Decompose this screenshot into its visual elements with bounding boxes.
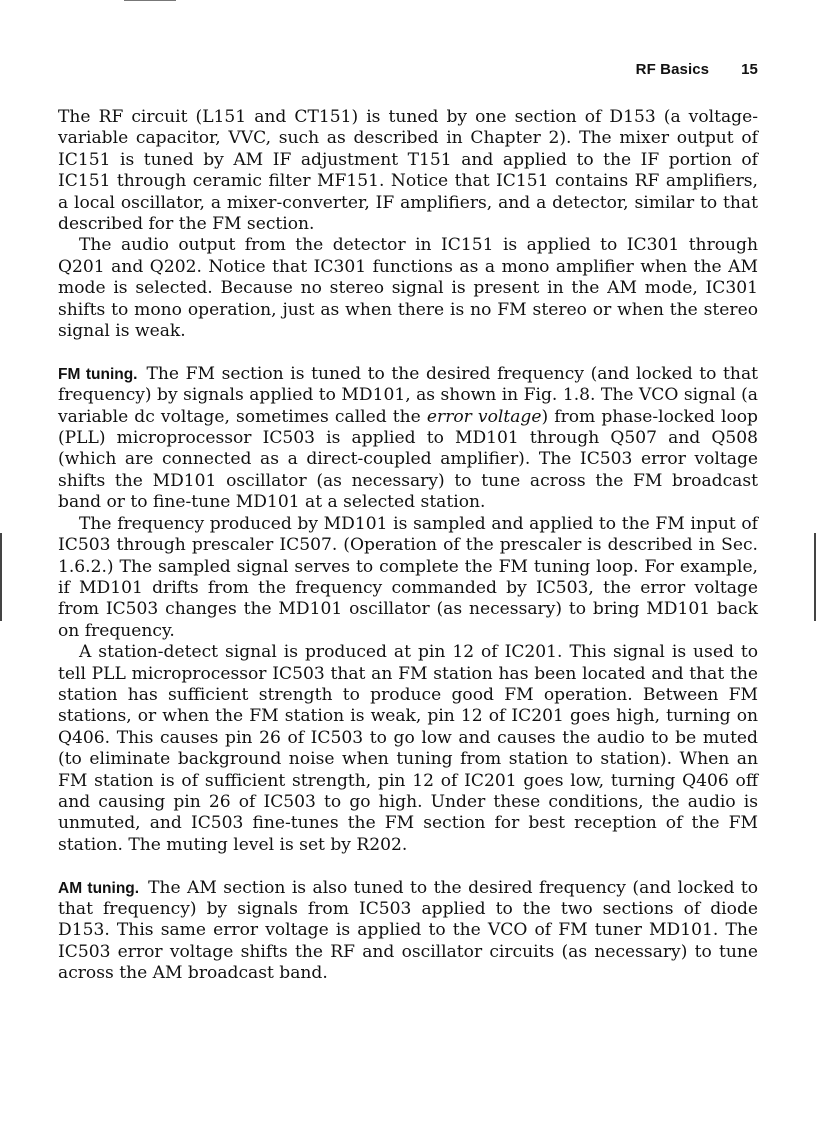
body-text xyxy=(58,107,758,985)
paragraph-am-rf-circuit: The RF circuit (L151 and CT151) is tuned by one section of D153 (a voltage-variable capacitor, VVC, such as described in Chapter 2). The mixer output of IC151 is tuned by AM IF adjustment T151 and applied to the IF portion of IC151 through ceramic filter MF151. Notice that IC151 contains RF amplifiers, a local oscillator, a mixer-converter, IF amplifiers, and a detector, similar to that described for the FM section. xyxy=(58,107,758,235)
fm-tuning-heading: FM tuning. xyxy=(58,365,138,383)
page-number: 15 xyxy=(741,61,758,78)
left-margin-mark xyxy=(0,533,2,621)
am-tuning-heading: AM tuning. xyxy=(58,879,140,897)
top-crop-rule xyxy=(124,0,176,1)
running-head xyxy=(636,61,758,78)
section-fm-tuning xyxy=(58,364,758,514)
section-am-tuning xyxy=(58,878,758,985)
error-voltage-term: error voltage xyxy=(426,406,542,427)
running-head-title: RF Basics xyxy=(635,61,710,78)
fm-tuning-text-part2: ) from phase-locked loop (PLL) microprocessor IC503 is applied to MD101 through Q507 and Q508 (which are connected as a direct-coupled amplifier). The IC503 error voltage shifts the MD101 oscillator (as necessary) to tune across the FM broadcast band or to fine-tune MD101 at a selected station. xyxy=(58,406,758,513)
paragraph-am-audio-output: The audio output from the detector in IC151 is applied to IC301 through Q201 and Q202. Notice that IC301 functions as a mono amplifier when the AM mode is selected. Because no stereo signal is present in the AM mode, IC301 shifts to mono operation, just as when there is no FM stereo or when the stereo signal is weak. xyxy=(58,235,758,342)
paragraph-fm-frequency-sampling: The frequency produced by MD101 is sampled and applied to the FM input of IC503 through prescaler IC507. (Operation of the prescaler is described in Sec. 1.6.2.) The sampled signal serves to complete the FM tuning loop. For example, if MD101 drifts from the frequency commanded by IC503, the error voltage from IC503 changes the MD101 oscillator (as necessary) to bring MD101 back on frequency. xyxy=(58,513,758,641)
paragraph-fm-station-detect: A station-detect signal is produced at pin 12 of IC201. This signal is used to tell PLL microprocessor IC503 that an FM station has been located and that the station has sufficient strength to produce good FM operation. Between FM stations, or when the FM station is weak, pin 12 of IC201 goes high, turning on Q406. This causes pin 26 of IC503 to go low and causes the audio to be muted (to eliminate background noise when tuning from station to station). When an FM station is of sufficient strength, pin 12 of IC201 goes low, turning Q406 off and causing pin 26 of IC503 to go high. Under these conditions, the audio is unmuted, and IC503 fine-tunes the FM section for best reception of the FM station. The muting level is set by R202. xyxy=(58,642,758,855)
am-tuning-text: The AM section is also tuned to the desired frequency (and locked to that frequency) by signals from IC503 applied to the two sections of diode D153. This same error voltage is applied to the VCO of FM tuner MD101. The IC503 error voltage shifts the RF and oscillator circuits (as necessary) to tune across the AM broadcast band. xyxy=(58,877,758,984)
fm-tuning-text-part1: The FM section is tuned to the desired frequency (and locked to that frequency) by signals applied to MD101, as shown in Fig. 1.8. The VCO signal (a variable dc voltage, sometimes called the xyxy=(58,363,758,427)
